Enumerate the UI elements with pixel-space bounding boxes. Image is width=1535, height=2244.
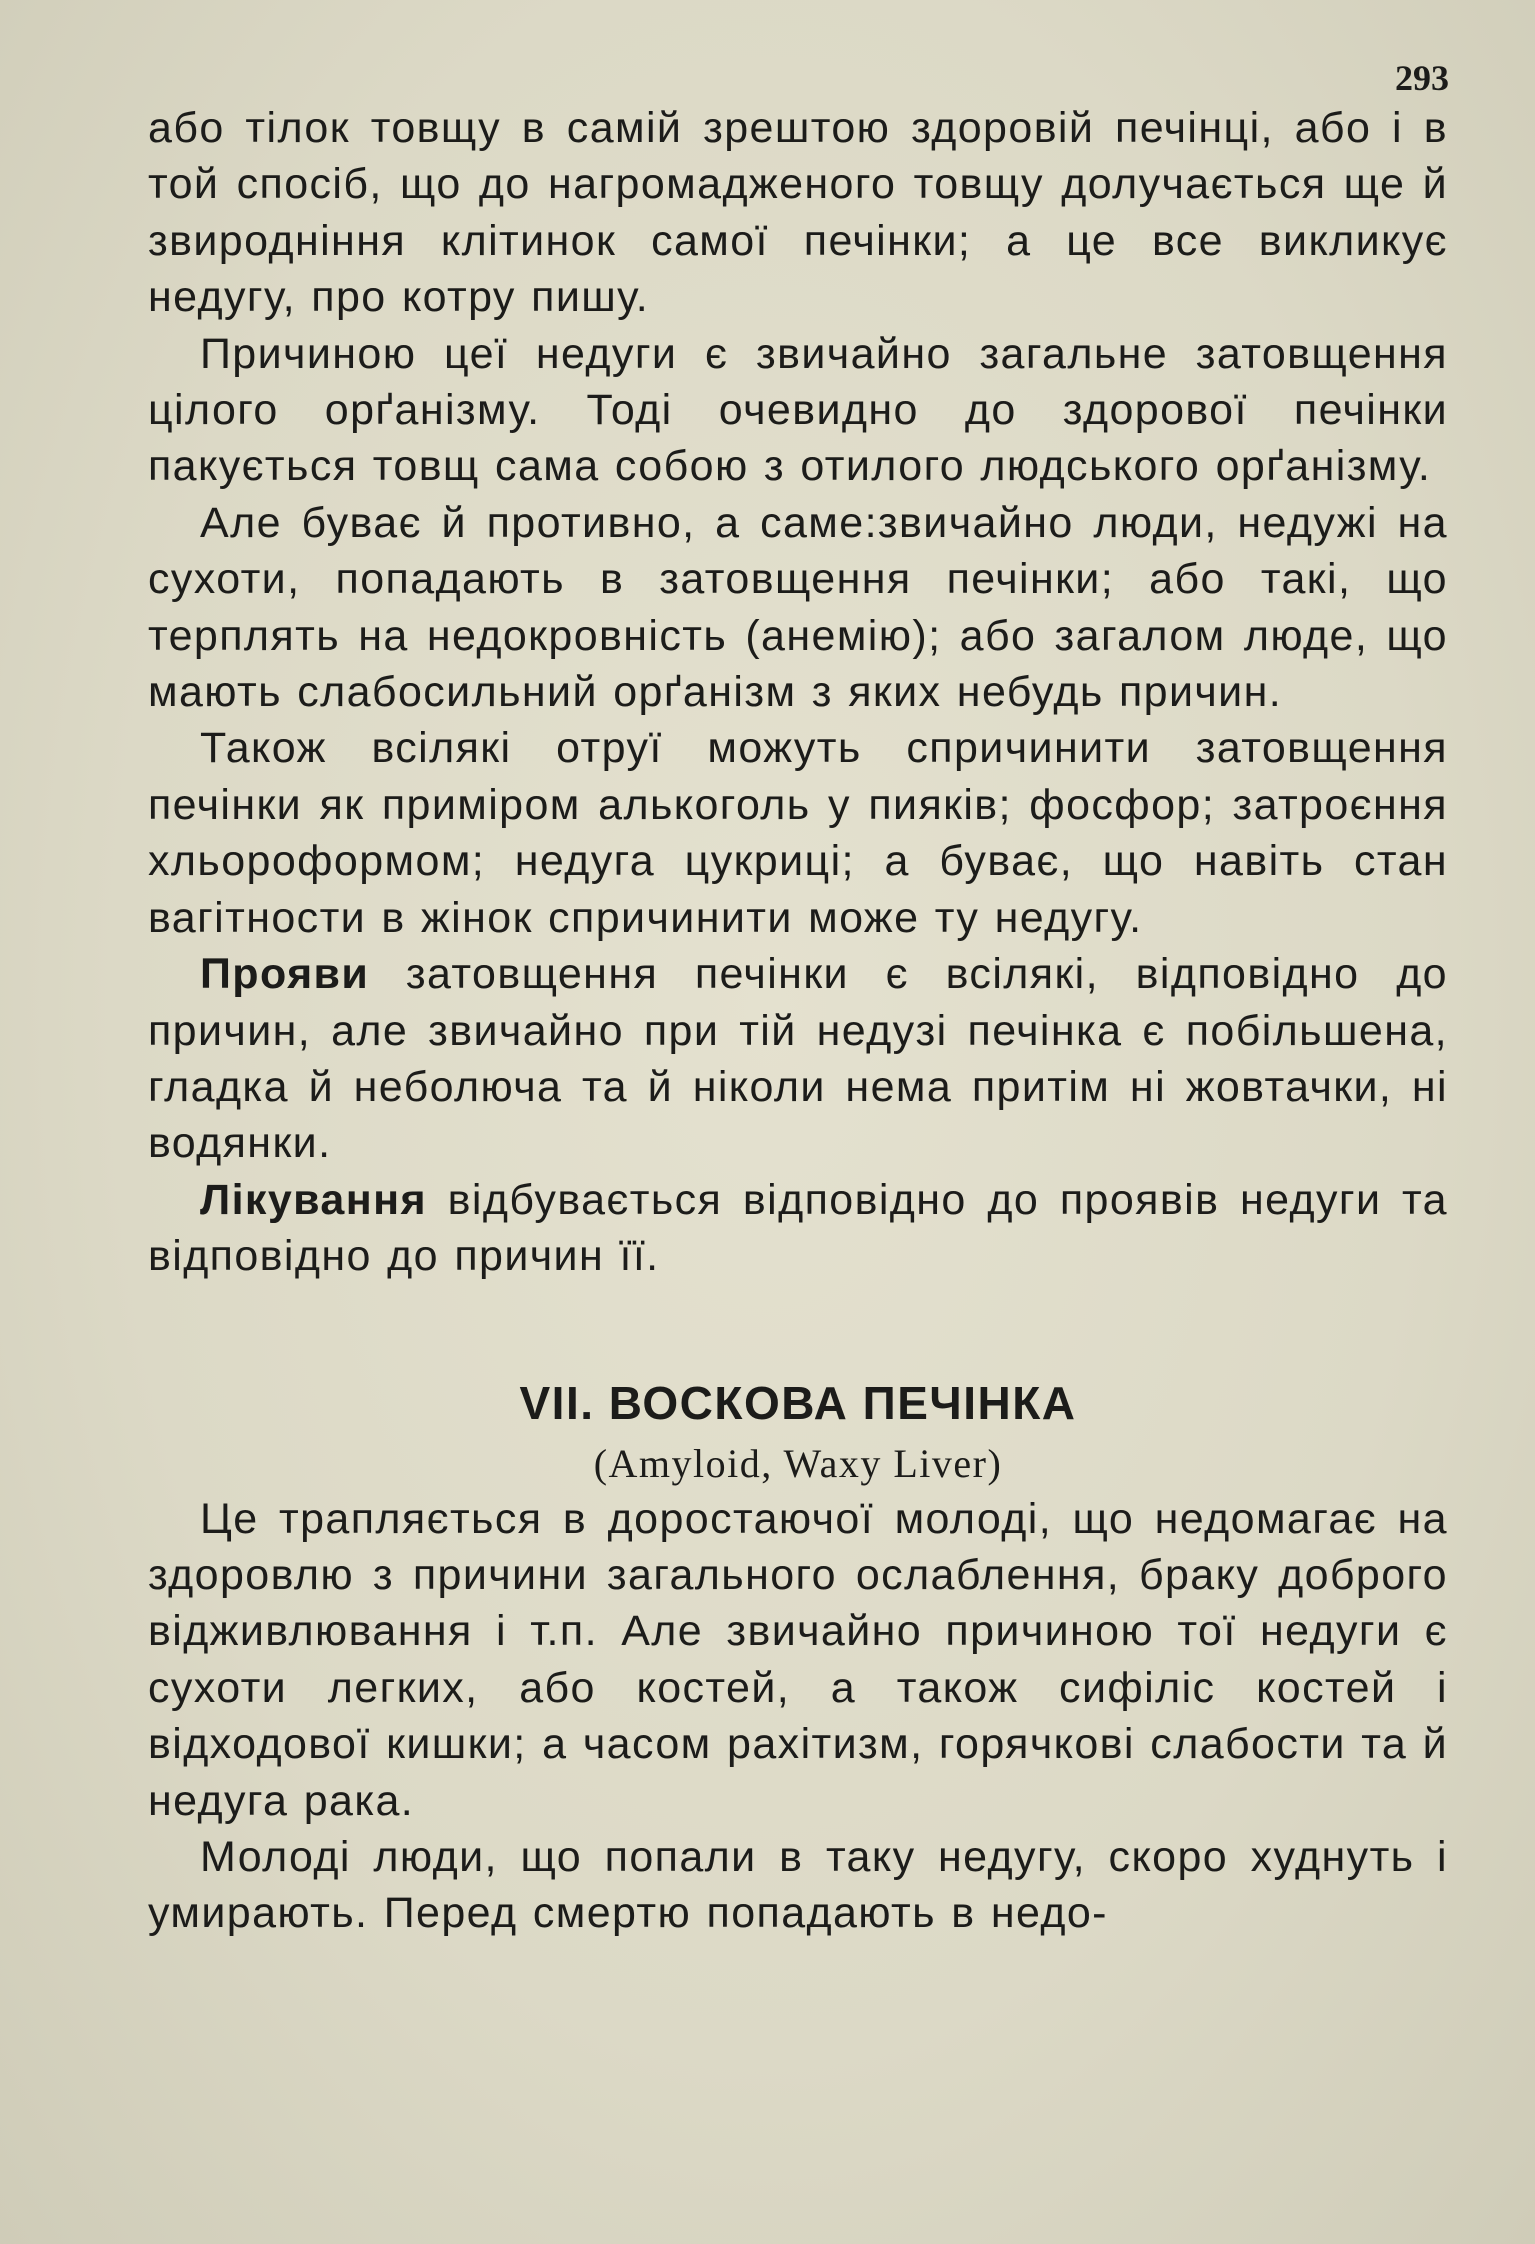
paragraph-exceptions: Але буває й противно, а саме:звичайно люди, недужі на сухоти, попадають в затовщення печінки; або такі, що терплять на недокровність (анемію); або загалом люде, що мають слабосильний орґанізм з яких небудь причин. [148, 498, 1448, 717]
paragraph-symptoms [148, 946, 1448, 1172]
paragraph-waxy-course: Молоді люди, що попали в таку недугу, скоро худнуть і умирають. Перед смертю попадають в недо- [148, 1832, 1448, 1938]
symptoms-term: Прояви [200, 950, 370, 999]
symptoms-text: затовщення печінки є всілякі, відповідно до причин, але звичайно при тій недузі печінка є побільшена, гладка й неболюча та й ніколи нема притім ні жовтачки, ні водянки. [148, 950, 1448, 1168]
body-text [148, 100, 1448, 1942]
paragraph-continuation: або тілок товщу в самій зрештою здоровій печінці, або і в той спосіб, що до нагромадженого товщу долучається ще й звироднiння клітинок самої печінки; а це все викликує недугу, про котру пишу. [148, 104, 1448, 322]
treatment-text: відбувається відповідно до проявів недуги та відповідно до причин її. [148, 1175, 1448, 1281]
section-heading: VII. ВОСКОВА ПЕЧІНКА [519, 1376, 1077, 1429]
paragraph-causes: Причиною цеї недуги є звичайно загальне затовщення цілого орґанізму. Тоді очевидно до здорової печінки пакується товщ сама собою з отилого людського орґанізму. [148, 329, 1448, 491]
treatment-term: Лікування [200, 1175, 427, 1224]
paragraph-waxy-causes: Це трапляється в доростаючої молоді, що недомагає на здоровлю з причини загального ослаблення, браку доброго відживлювання і т.п. Але звичайно причиною тої недуги є сухоти легких, або костей, а також сифіліс костей і відходової кишки; а часом рахітизм, горячкові слабости та й недуга рака. [148, 1494, 1448, 1825]
section-subtitle: (Amyloid, Waxy Liver) [593, 1440, 1003, 1486]
paragraph-poisons: Також всілякі отруї можуть спричинити затовщення печінки як приміром алькоголь у пияків; фосфор; затроєння хльороформом; недуга цукриці; а буває, що навіть стан вагітности в жінок спричинити може ту недугу. [148, 724, 1448, 942]
page-number: 293 [1395, 58, 1449, 98]
paragraph-treatment [148, 1172, 1448, 1285]
